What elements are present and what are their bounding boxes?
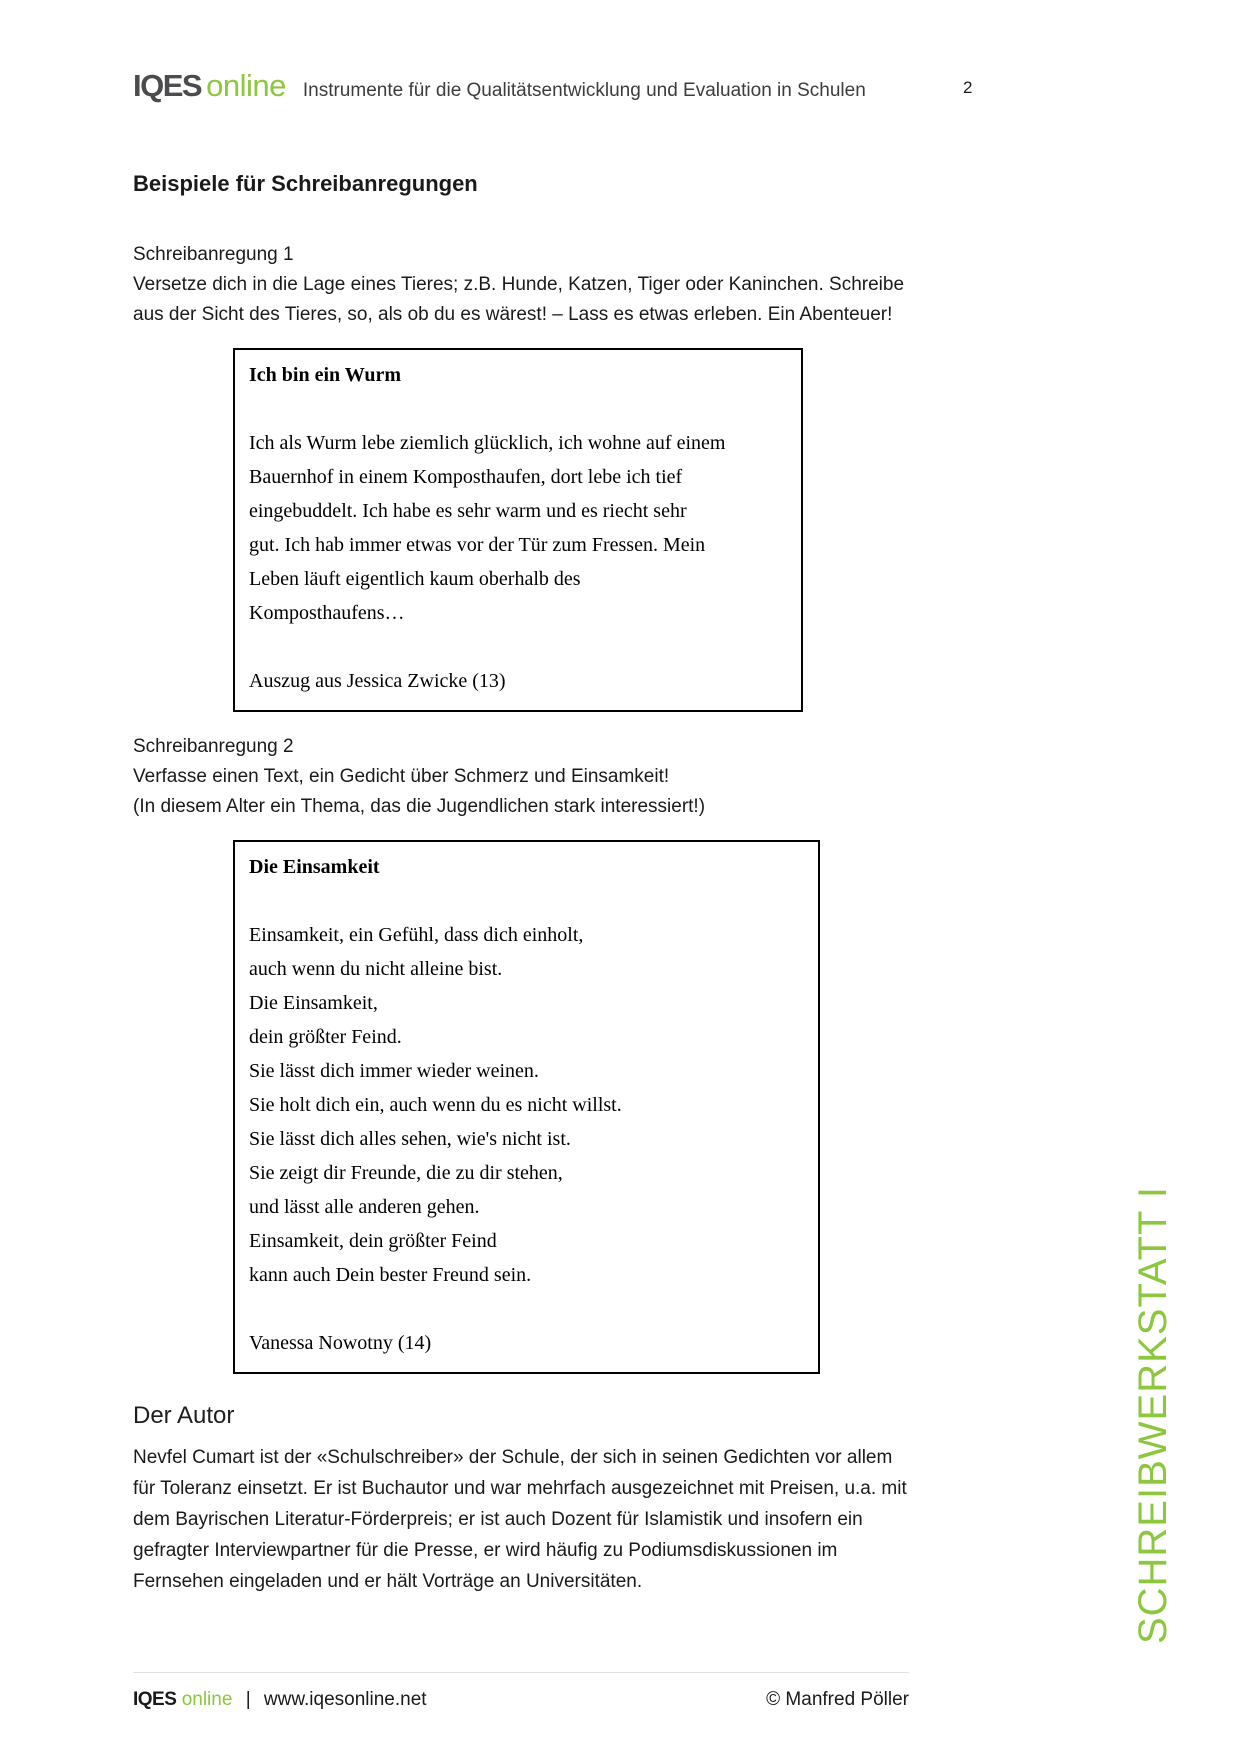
box1-line: Leben läuft eigentlich kaum oberhalb des [249,568,581,590]
footer-brand-url [133,1689,427,1711]
poem-line: Sie lässt dich alles sehen, wie's nicht ist. [249,1128,571,1150]
box1-line: gut. Ich hab immer etwas vor der Tür zum Fressen. Mein [249,534,706,556]
poem-line: kann auch Dein bester Freund sein. [249,1264,532,1286]
box1-line: Komposthaufens… [249,602,405,624]
box1-line: Ich als Wurm lebe ziemlich glücklich, ich wohne auf einem [249,432,726,454]
author-heading: Der Autor [133,1402,235,1429]
page-footer [133,1672,909,1711]
poem-line: Sie lässt dich immer wieder weinen. [249,1060,539,1082]
author-text: Nevfel Cumart ist der «Schulschreiber» der Schule, der sich in seinen Gedichten vor allem für Toleranz einsetzt. Er ist Buchautor und war mehrfach ausgezeichnet mit Preisen, u.a. mit dem Bayrischen Literatur-Förderpreis; er ist auch Dozent für Islamistik und insofern ein gefragter Interviewpartner für die Presse, er wird häufig zu Podiumsdiskussionen im Fernsehen eingeladen und er hält Vorträge an Universitäten. [133,1447,907,1592]
box2-attribution: Vanessa Nowotny (14) [249,1332,432,1354]
footer-brand-online: online [181,1689,233,1710]
box1-title: Ich bin ein Wurm [249,364,402,386]
writing-sample-box-wurm [233,348,803,712]
box2-title: Die Einsamkeit [249,856,380,878]
poem-line: Sie zeigt dir Freunde, die zu dir stehen, [249,1162,563,1184]
footer-brand-iqes: IQES [133,1689,177,1710]
prompt2-label: Schreibanregung 2 [133,736,294,757]
footer-separator: | [245,1689,251,1710]
spacer [249,1292,804,1326]
page-title: Beispiele für Schreibanregungen [133,171,478,196]
prompt1-label: Schreibanregung 1 [133,244,294,265]
brand-iqes: IQES [133,68,202,103]
poem-line: Die Einsamkeit, [249,992,378,1014]
poem-line: dein größter Feind. [249,1026,402,1048]
spacer [249,630,787,664]
brand-online: online [206,68,286,103]
page-number: 2 [963,78,973,97]
footer-url: www.iqesonline.net [263,1689,427,1710]
vertical-section-label: SCHREIBWERKSTATT I [1131,1185,1175,1644]
poem-line: Einsamkeit, dein größter Feind [249,1230,497,1252]
page-header [133,68,866,104]
poem-line: Sie holt dich ein, auch wenn du es nicht willst. [249,1094,622,1116]
header-tagline: Instrumente für die Qualitätsentwicklung und Evaluation in Schulen [302,80,866,101]
spacer [249,884,804,918]
box1-attribution: Auszug aus Jessica Zwicke (13) [249,670,506,692]
main-content [133,170,909,1597]
prompt1-text: Versetze dich in die Lage eines Tieres; z.B. Hunde, Katzen, Tiger oder Kaninchen. Schreibe aus der Sicht des Tieres, so, als ob du es wärest! – Lass es etwas erleben. Ein Abenteuer! [133,274,905,325]
spacer [249,392,787,426]
box1-line: eingebuddelt. Ich habe es sehr warm und es riecht sehr [249,500,687,522]
poem-line: Einsamkeit, ein Gefühl, dass dich einholt, [249,924,584,946]
prompt2-line1: Verfasse einen Text, ein Gedicht über Schmerz und Einsamkeit! [133,766,670,787]
footer-copyright: © Manfred Pöller [766,1689,909,1710]
prompt2-line2: (In diesem Alter ein Thema, das die Jugendlichen stark interessiert!) [133,796,706,817]
poem-line: und lässt alle anderen gehen. [249,1196,480,1218]
writing-sample-box-einsamkeit [233,840,820,1374]
box1-line: Bauernhof in einem Komposthaufen, dort lebe ich tief [249,466,683,488]
poem-line: auch wenn du nicht alleine bist. [249,958,503,980]
